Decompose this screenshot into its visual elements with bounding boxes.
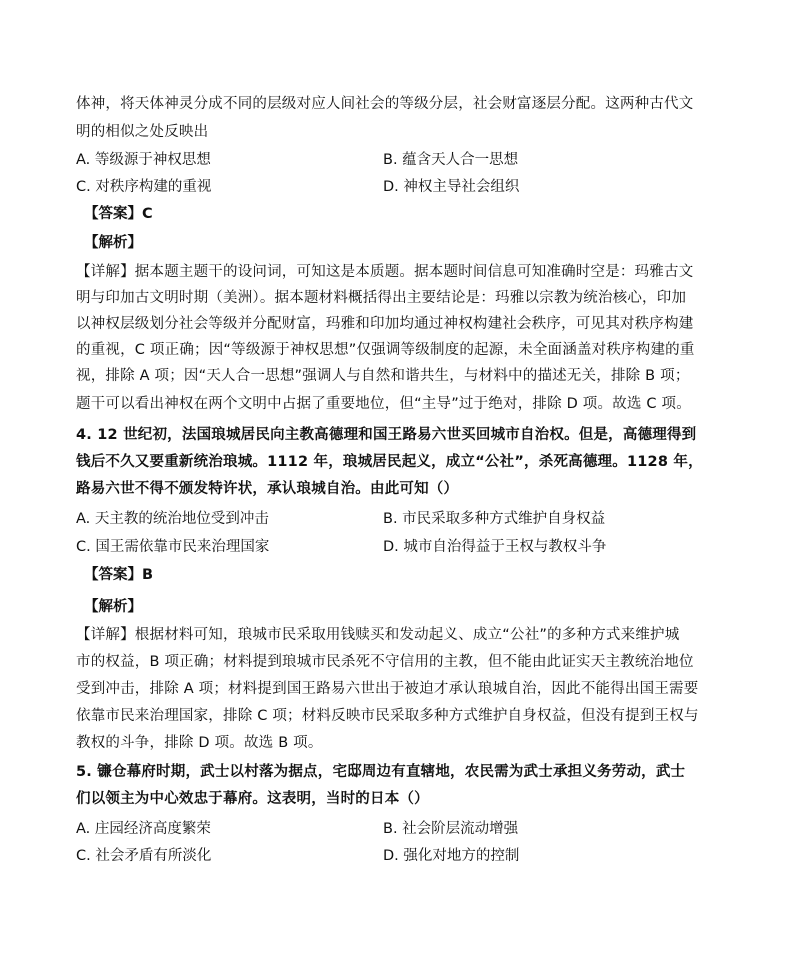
q3-stem-line-2: 明的相似之处反映出 (76, 124, 209, 140)
q4-answer (84, 565, 153, 585)
q3-option-a: A. 等级源于神权思想 (76, 152, 211, 168)
q4-answer-value: B (142, 567, 154, 583)
q3-option-b: B. 蕴含天人合一思想 (383, 152, 519, 168)
q5-option-d: D. 强化对地方的控制 (383, 848, 520, 864)
q4-stem-line-2: 钱后不久又要重新统治琅城。1112 年，琅城居民起义，成立“公社”，杀死高德理。1128 年， (76, 454, 703, 470)
q4-answer-label: 【答案】 (84, 567, 142, 583)
q5-option-b: B. 社会阶层流动增强 (383, 821, 519, 837)
q4-detail-line-3: 受到冲击，排除 A 项；材料提到国王路易六世出于被迫才承认琅城自治，因此不能得出国王需要 (76, 681, 699, 697)
q4-stem-line-1: 4. 12 世纪初，法国琅城居民向主教高德理和国王路易六世买回城市自治权。但是，高德理得到 (76, 427, 697, 443)
q4-detail-line-5: 教权的斗争，排除 D 项。故选 B 项。 (76, 735, 323, 751)
q3-option-d: D. 神权主导社会组织 (383, 179, 520, 195)
q3-detail-line-4: 的重视，C 项正确；因“等级源于神权思想”仅强调等级制度的起源，未全面涵盖对秩序构建的重 (76, 342, 695, 358)
q4-option-d: D. 城市自治得益于王权与教权斗争 (383, 539, 607, 555)
q4-analysis-label: 【解析】 (84, 599, 142, 615)
q3-detail-line-2: 明与印加古文明时期（美洲）。据本题材料概括得出主要结论是：玛雅以宗教为统治核心，印加 (76, 290, 687, 306)
q3-detail-line-1: 【详解】据本题主题干的设问词，可知这是本质题。据本题时间信息可知准确时空是：玛雅古文 (76, 264, 694, 280)
q4-stem-line-3: 路易六世不得不颁发特许状，承认琅城自治。由此可知（） (76, 481, 459, 497)
q4-option-b: B. 市民采取多种方式维护自身权益 (383, 511, 606, 527)
q4-detail-line-4: 依靠市民来治理国家，排除 C 项；材料反映市民采取多种方式维护自身权益，但没有提到王权与 (76, 708, 699, 724)
q5-option-c: C. 社会矛盾有所淡化 (76, 848, 212, 864)
q3-analysis-label: 【解析】 (84, 235, 142, 251)
q3-detail-line-6: 题干可以看出神权在两个文明中占据了重要地位，但“主导”过于绝对，排除 D 项。故选 C 项。 (76, 396, 691, 412)
q5-stem-line-1: 5. 镰仓幕府时期，武士以村落为据点，宅邸周边有直辖地，农民需为武士承担义务劳动，武士 (76, 764, 686, 780)
q4-option-a: A. 天主教的统治地位受到冲击 (76, 511, 269, 527)
q3-detail-line-3: 以神权层级划分社会等级并分配财富，玛雅和印加均通过神权构建社会秩序，可见其对秩序构建 (76, 316, 694, 332)
q3-stem-line-1: 体神，将天体神灵分成不同的层级对应人间社会的等级分层，社会财富逐层分配。这两种古代文 (76, 96, 694, 112)
q3-detail-line-5: 视，排除 A 项；因“天人合一思想”强调人与自然和谐共生，与材料中的描述无关，排除 B 项； (76, 368, 690, 384)
q3-answer-value: C (142, 206, 153, 222)
q4-detail-line-1: 【详解】根据材料可知，琅城市民采取用钱赎买和发动起义、成立“公社”的多种方式来维护城 (76, 627, 680, 643)
q5-option-a: A. 庄园经济高度繁荣 (76, 821, 211, 837)
q3-answer (84, 204, 153, 224)
q5-stem-line-2: 们以领主为中心效忠于幕府。这表明，当时的日本（） (76, 791, 429, 807)
q4-detail-line-2: 市的权益，B 项正确；材料提到琅城市民杀死不守信用的主教，但不能由此证实天主教统治地位 (76, 654, 694, 670)
q4-option-c: C. 国王需依靠市民来治理国家 (76, 539, 270, 555)
q3-answer-label: 【答案】 (84, 206, 142, 222)
q3-option-c: C. 对秩序构建的重视 (76, 179, 212, 195)
